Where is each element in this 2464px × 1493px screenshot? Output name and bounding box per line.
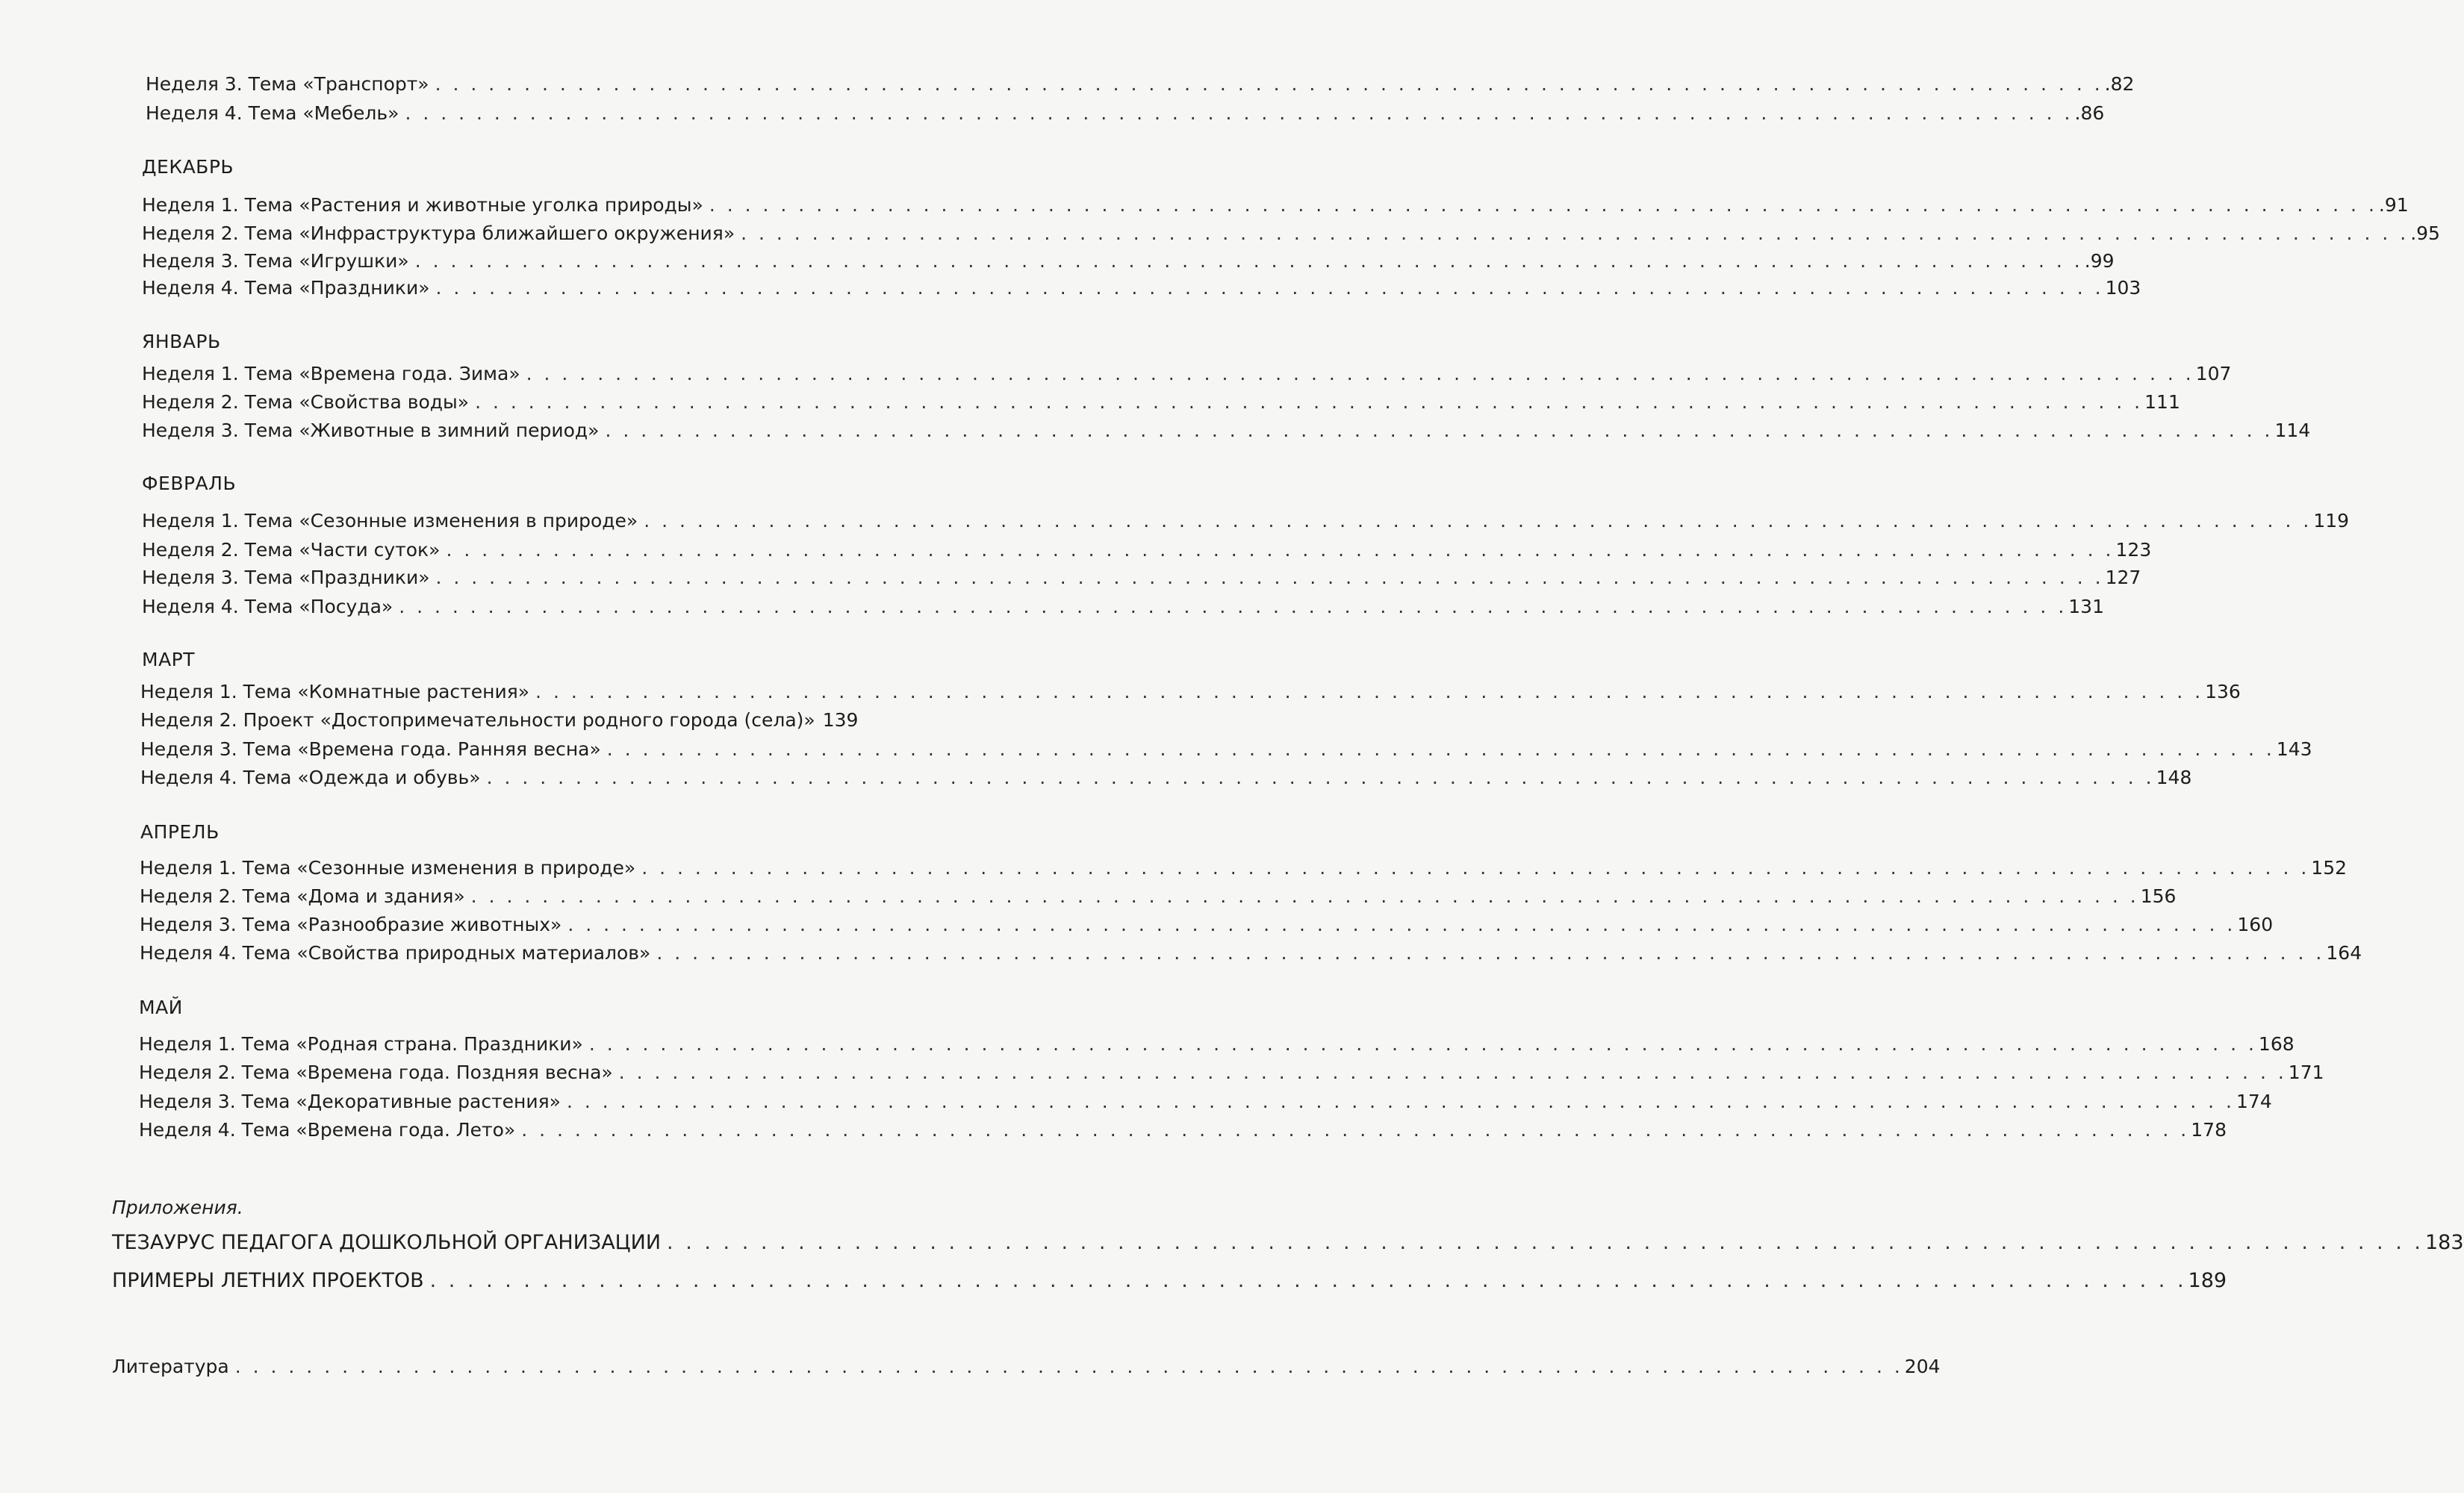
toc-entry-title: Неделя 4. Тема «Свойства природных материалов»	[140, 942, 651, 964]
appendix-label: Приложения.	[112, 1197, 243, 1218]
toc-entry-title: Неделя 1. Тема «Времена года. Зима»	[142, 363, 520, 384]
dot-leader	[405, 101, 2073, 126]
dot-leader	[475, 390, 2143, 415]
toc-entry-page: 168	[2258, 1033, 2295, 1055]
dot-leader	[644, 508, 2312, 534]
toc-entry[interactable]	[112, 1354, 1941, 1380]
toc-entry-page: .95	[2410, 222, 2440, 244]
month-heading-december: ДЕКАБРЬ	[142, 156, 234, 178]
dot-leader	[656, 941, 2324, 966]
toc-entry[interactable]	[142, 275, 2141, 301]
dot-leader	[567, 912, 2236, 938]
toc-entry-title: Неделя 2. Проект «Достопримечательности родного города (села)»	[140, 709, 815, 731]
toc-entry-page: .91	[2378, 194, 2409, 216]
toc-entry-title: Неделя 4. Тема «Одежда и обувь»	[140, 767, 481, 788]
dot-leader	[526, 361, 2194, 387]
toc-entry[interactable]	[142, 508, 2350, 534]
toc-entry[interactable]	[139, 1118, 2227, 1143]
toc-entry-page: .99	[2084, 250, 2115, 272]
toc-entry-page: 119	[2313, 510, 2350, 532]
toc-entry-title: Неделя 1. Тема «Комнатные растения»	[140, 681, 530, 702]
toc-entry[interactable]	[139, 1032, 2295, 1057]
toc-entry[interactable]	[140, 855, 2348, 881]
toc-entry-page: 189	[2188, 1269, 2227, 1292]
toc-entry[interactable]	[146, 101, 2105, 126]
dot-leader	[567, 1089, 2235, 1115]
toc-entry-title: Неделя 2. Тема «Времена года. Поздняя весна»	[139, 1062, 613, 1083]
toc-entry-page: 143	[2276, 738, 2312, 760]
dot-leader	[709, 193, 2377, 218]
toc-entry-page: 183	[2424, 1231, 2464, 1254]
toc-entry[interactable]	[140, 708, 859, 733]
toc-entry[interactable]	[142, 249, 2115, 274]
toc-entry-title: Литература	[112, 1356, 229, 1377]
toc-entry[interactable]	[140, 765, 2192, 791]
dot-leader	[605, 418, 2273, 443]
dot-leader	[435, 72, 2103, 97]
toc-entry-title: ПРИМЕРЫ ЛЕТНИХ ПРОЕКТОВ	[112, 1269, 424, 1292]
toc-entry-page: 111	[2144, 391, 2180, 413]
toc-entry-title: Неделя 3. Тема «Животные в зимний период»	[142, 420, 600, 441]
dot-leader	[589, 1032, 2257, 1057]
toc-entry[interactable]	[112, 1230, 2464, 1256]
month-heading-may: МАЙ	[139, 997, 183, 1018]
toc-entry[interactable]	[142, 361, 2232, 387]
dot-leader	[619, 1060, 2287, 1085]
toc-entry-title: Неделя 3. Тема «Времена года. Ранняя весна»	[140, 738, 601, 760]
toc-entry[interactable]	[142, 193, 2409, 218]
toc-entry-title: Неделя 2. Тема «Инфраструктура ближайшего окружения»	[142, 222, 735, 244]
toc-entry[interactable]	[140, 884, 2177, 909]
toc-entry-title: Неделя 1. Тема «Растения и животные уголка природы»	[142, 194, 703, 216]
dot-leader	[399, 594, 2067, 620]
dot-leader	[415, 249, 2083, 274]
toc-entry-page: 103	[2105, 277, 2141, 299]
dot-leader	[446, 537, 2114, 563]
dot-leader	[436, 565, 2104, 590]
toc-entry-page: 178	[2191, 1119, 2227, 1141]
month-heading-january: ЯНВАРЬ	[142, 331, 221, 352]
toc-entry-title: Неделя 2. Тема «Части суток»	[142, 539, 441, 561]
toc-entry-title: Неделя 1. Тема «Родная страна. Праздники»	[139, 1033, 583, 1055]
toc-entry-page: 174	[2236, 1091, 2272, 1112]
toc-entry-title: Неделя 1. Тема «Сезонные изменения в природе»	[142, 510, 638, 532]
toc-entry[interactable]	[142, 537, 2152, 563]
toc-entry-title: Неделя 4. Тема «Времена года. Лето»	[139, 1119, 516, 1141]
month-heading-april: АПРЕЛЬ	[140, 821, 220, 843]
toc-entry[interactable]	[140, 912, 2274, 938]
toc-entry[interactable]	[139, 1060, 2324, 1085]
toc-entry[interactable]	[140, 941, 2362, 966]
toc-entry-page: 148	[2156, 767, 2192, 788]
dot-leader	[487, 765, 2155, 791]
toc-entry-page: 131	[2068, 596, 2104, 617]
month-heading-march: МАРТ	[142, 649, 196, 670]
toc-entry-page: 204	[1904, 1356, 1941, 1377]
dot-leader	[436, 275, 2104, 301]
toc-entry-title: Неделя 2. Тема «Свойства воды»	[142, 391, 470, 413]
dot-leader	[741, 221, 2409, 246]
toc-entry-page: 139	[822, 709, 859, 731]
toc-entry-title: Неделя 3. Тема «Игрушки»	[142, 250, 409, 272]
month-heading-february: ФЕВРАЛЬ	[142, 473, 237, 494]
toc-entry[interactable]	[112, 1268, 2227, 1294]
toc-entry-title: ТЕЗАУРУС ПЕДАГОГА ДОШКОЛЬНОЙ ОРГАНИЗАЦИИ	[112, 1231, 662, 1254]
toc-entry-page: 107	[2195, 363, 2232, 384]
toc-entry-page: 164	[2326, 942, 2362, 964]
dot-leader	[535, 679, 2203, 705]
toc-entry-page: 127	[2105, 567, 2141, 588]
toc-entry-page: .82	[2104, 73, 2135, 95]
toc-entry-title: Неделя 2. Тема «Дома и здания»	[140, 885, 465, 907]
dot-leader	[235, 1354, 1903, 1380]
toc-entry-page: 156	[2140, 885, 2177, 907]
toc-entry[interactable]	[142, 221, 2440, 246]
toc-entry[interactable]	[140, 679, 2241, 705]
toc-entry[interactable]	[142, 390, 2180, 415]
toc-entry-title: Неделя 3. Тема «Разнообразие животных»	[140, 914, 562, 935]
dot-leader	[641, 855, 2309, 881]
toc-entry[interactable]	[140, 737, 2312, 762]
toc-entry-page: 123	[2115, 539, 2152, 561]
toc-entry[interactable]	[139, 1089, 2272, 1115]
toc-entry-page: .86	[2074, 102, 2105, 124]
toc-entry[interactable]	[142, 418, 2311, 443]
toc-entry-page: 160	[2237, 914, 2274, 935]
dot-leader	[430, 1268, 2187, 1294]
dot-leader	[521, 1118, 2189, 1143]
toc-entry-title: Неделя 4. Тема «Праздники»	[142, 277, 430, 299]
toc-entry-page: 171	[2288, 1062, 2324, 1083]
toc-entry[interactable]	[142, 594, 2104, 620]
toc-entry[interactable]	[146, 72, 2135, 97]
dot-leader	[471, 884, 2139, 909]
toc-entry-page: 136	[2205, 681, 2241, 702]
toc-entry-title: Неделя 3. Тема «Праздники»	[142, 567, 430, 588]
dot-leader	[667, 1230, 2424, 1256]
toc-entry-page: 114	[2274, 420, 2311, 441]
toc-entry-title: Неделя 4. Тема «Посуда»	[142, 596, 393, 617]
toc-entry-title: Неделя 3. Тема «Транспорт»	[146, 73, 429, 95]
toc-entry-title: Неделя 3. Тема «Декоративные растения»	[139, 1091, 561, 1112]
toc-entry-page: 152	[2311, 857, 2348, 879]
toc-entry-title: Неделя 1. Тема «Сезонные изменения в природе»	[140, 857, 636, 879]
toc-entry-title: Неделя 4. Тема «Мебель»	[146, 102, 399, 124]
dot-leader	[607, 737, 2275, 762]
toc-entry[interactable]	[142, 565, 2141, 590]
